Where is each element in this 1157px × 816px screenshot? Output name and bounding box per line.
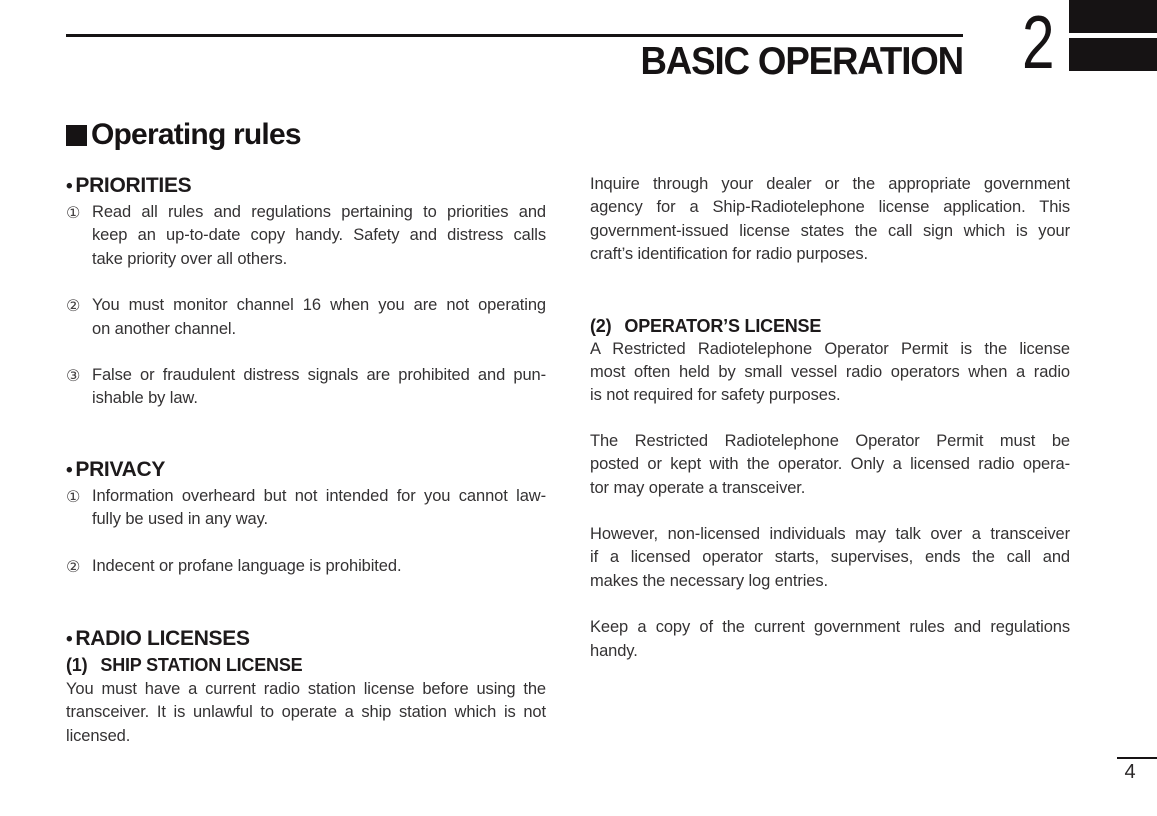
heading-operators-license-label: OPERATOR’S LICENSE: [624, 315, 822, 336]
black-square-icon: [66, 125, 87, 146]
paragraph-inquire: Inquire through your dealer or the appropriate government agency for a Ship-Radiotelephone license application. This government-issued license states the call sign which is your craft’s identification for radio purposes.: [590, 175, 1070, 264]
list-item-text: Read all rules and regulations pertaining to priorities and keep an up-to-date copy handy. Safety and distress calls take priority over all others.: [92, 203, 546, 268]
list-item: [66, 201, 546, 271]
circled-number-icon: ②: [66, 296, 81, 316]
bullet-icon: •: [66, 629, 73, 651]
paragraph-non-licensed: However, non-licensed individuals may talk over a transceiver if a licensed operator starts, supervises, ends the call and makes the necessary log entries.: [590, 525, 1070, 590]
chapter-tab-block-bottom: [1069, 38, 1157, 71]
chapter-number: 2: [1022, 0, 1055, 84]
heading-privacy-label: PRIVACY: [75, 457, 166, 481]
page-title: BASIC OPERATION: [640, 40, 963, 83]
heading-ship-station-license: [66, 654, 546, 677]
list-item-text: Information overheard but not intended for you cannot law- fully be used in any way.: [92, 486, 546, 529]
list-item-text: You must monitor channel 16 when you are not operating on another channel.: [92, 296, 546, 338]
heading-priorities-label: PRIORITIES: [75, 174, 192, 197]
paragraph-ship-station-license: You must have a current radio station license before using the transceiver. It is unlawful to operate a ship station which is not licensed.: [66, 680, 546, 745]
heading-operators-license: [590, 315, 1070, 338]
paragraph-permit-posted: The Restricted Radiotelephone Operator Permit must be posted or kept with the operator. Only a licensed radio opera- tor may operate a transceiver.: [590, 431, 1070, 497]
right-column: [590, 110, 1070, 663]
section-title: Operating rules: [91, 118, 301, 151]
page-number: 4: [1124, 761, 1136, 783]
list-item: [66, 364, 546, 411]
heading-number: (1): [66, 655, 88, 676]
bullet-icon: •: [66, 176, 73, 197]
list-item: [66, 294, 546, 341]
heading-privacy: [66, 458, 546, 483]
section-heading-operating-rules: [66, 116, 546, 154]
header-rule: [66, 34, 963, 37]
list-item: [66, 485, 546, 532]
heading-priorities: [66, 174, 546, 199]
heading-number: (2): [590, 315, 612, 336]
list-item: [66, 555, 546, 578]
paragraph-keep-copy: Keep a copy of the current government rules and regulations handy.: [590, 618, 1070, 660]
chapter-tab-block-top: [1069, 0, 1157, 33]
heading-ship-station-license-label: SHIP STATION LICENSE: [100, 655, 303, 676]
circled-number-icon: ①: [66, 203, 81, 222]
heading-radio-licenses-label: RADIO LICENSES: [75, 627, 250, 651]
circled-number-icon: ③: [66, 366, 81, 386]
page-number-rule: [1117, 757, 1157, 759]
left-column: [66, 110, 546, 748]
paragraph-restricted-permit: A Restricted Radiotelephone Operator Permit is the license most often held by small vessel radio operators when a radio is not required for safety purposes.: [590, 339, 1070, 405]
heading-radio-licenses: [66, 627, 546, 652]
bullet-icon: •: [66, 459, 73, 481]
list-item-text: Indecent or profane language is prohibited.: [92, 556, 402, 575]
circled-number-icon: ①: [66, 486, 81, 506]
circled-number-icon: ②: [66, 556, 81, 576]
list-item-text: False or fraudulent distress signals are prohibited and pun- ishable by law.: [92, 366, 546, 408]
